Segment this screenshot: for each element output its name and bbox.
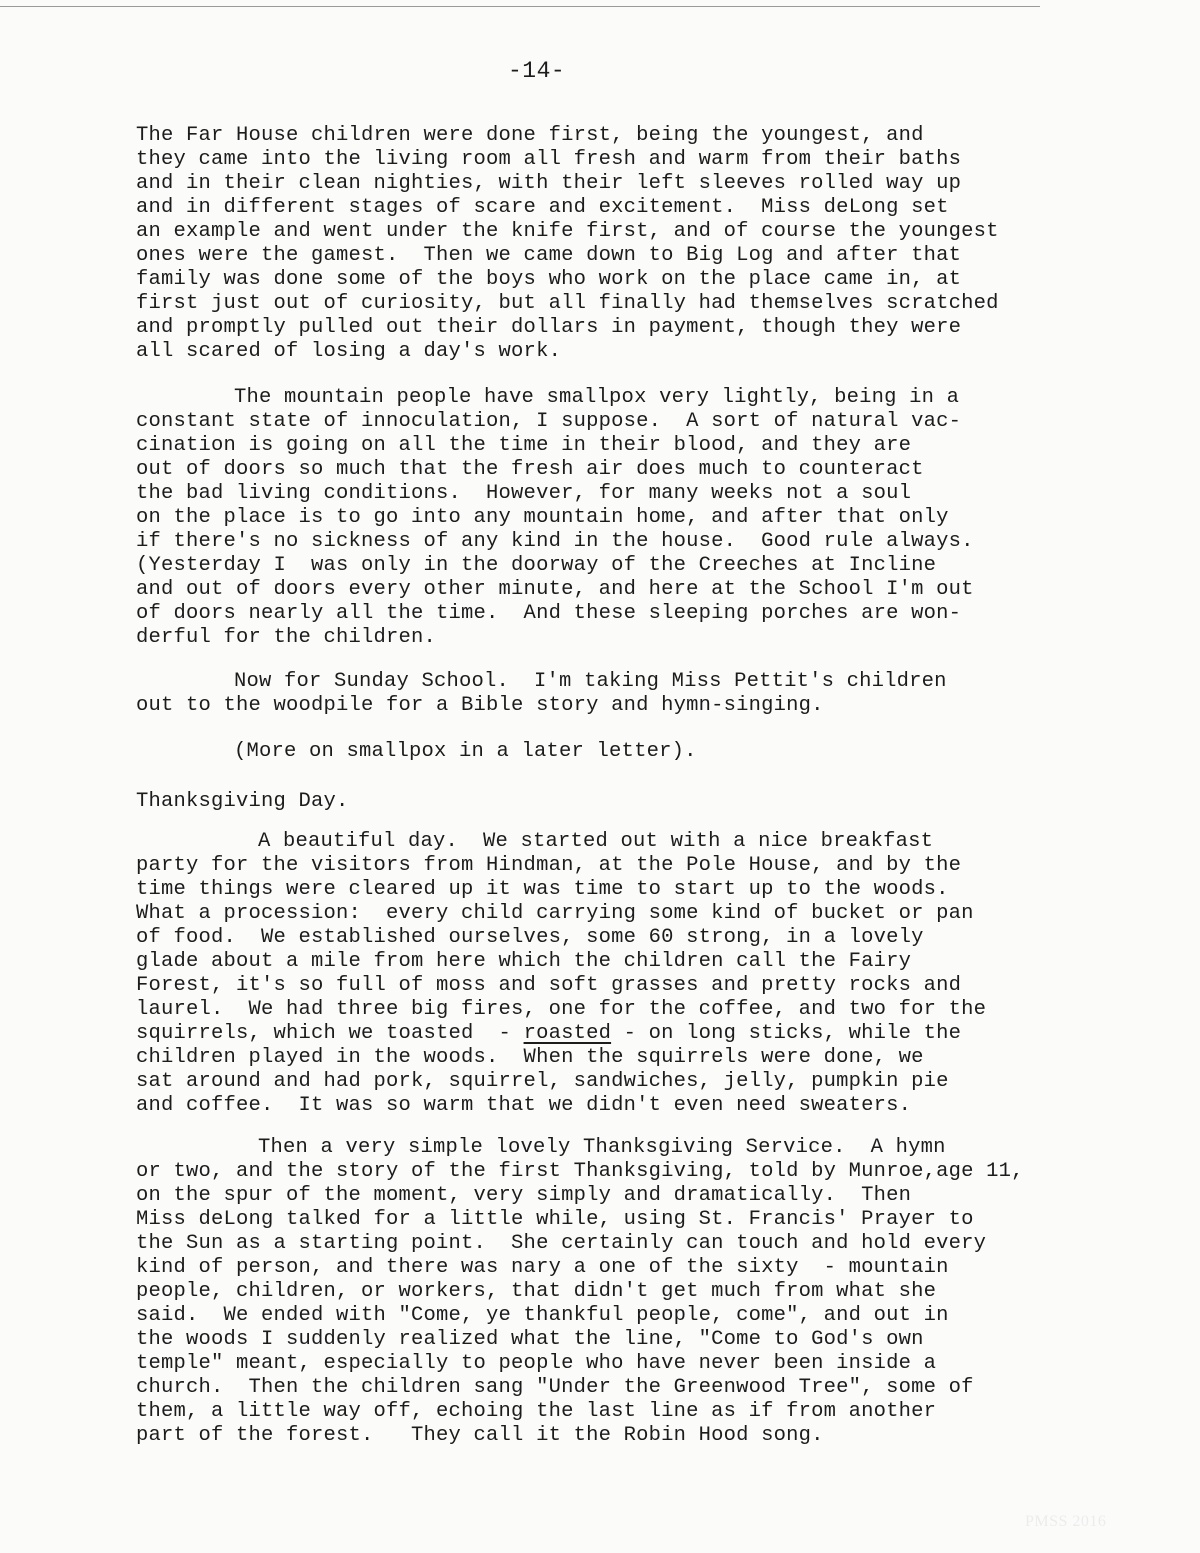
text-line: they came into the living room all fresh and warm from their baths [136,148,962,171]
text-line: The mountain people have smallpox very lightly, being in a [234,386,960,409]
text-line: cination is going on all the time in their blood, and they are [136,434,912,457]
text-line: of doors nearly all the time. And these sleeping porches are won- [136,602,962,625]
text-line: constant state of innoculation, I suppose. A sort of natural vac- [136,410,962,433]
text-line: and in different stages of scare and excitement. Miss deLong set [136,196,949,219]
text-line: ones were the gamest. Then we came down to Big Log and after that [136,244,962,267]
text-line: part of the forest. They call it the Robin Hood song. [136,1424,824,1447]
text-line: time things were cleared up it was time to start up to the woods. [136,878,949,901]
text-line: all scared of losing a day's work. [136,340,562,363]
text-line: and out of doors every other minute, and here at the School I'm out [136,578,974,601]
text-line: Miss deLong talked for a little while, using St. Francis' Prayer to [136,1208,974,1231]
underlined-word: roasted [523,1022,612,1045]
text-line: and promptly pulled out their dollars in payment, though they were [136,316,962,339]
text-line: sat around and had pork, squirrel, sandwiches, jelly, pumpkin pie [136,1070,949,1093]
text-line: out to the woodpile for a Bible story and hymn-singing. [136,694,824,717]
text-line: the woods I suddenly realized what the line, "Come to God's own [136,1328,924,1351]
text-line: Forest, it's so full of moss and soft grasses and pretty rocks and [136,974,962,997]
text-line: the bad living conditions. However, for many weeks not a soul [136,482,912,505]
text-line: derful for the children. [136,626,437,649]
top-rule [0,6,1040,7]
text-line: an example and went under the knife first, and of course the youngest [136,220,999,243]
text-line: family was done some of the boys who work on the place came in, at [136,268,962,291]
archive-watermark: PMSS 2016 [1025,1513,1107,1530]
text-line: A beautiful day. We started out with a nice breakfast [258,830,934,853]
text-line: said. We ended with "Come, ye thankful people, come", and out in [136,1304,949,1327]
text-line: and coffee. It was so warm that we didn't even need sweaters. [136,1094,912,1117]
text-line: them, a little way off, echoing the last line as if from another [136,1400,937,1423]
text-line: children played in the woods. When the squirrels were done, we [136,1046,924,1069]
text-line: What a procession: every child carrying some kind of bucket or pan [136,902,974,925]
text-line: glade about a mile from here which the children call the Fairy [136,950,912,973]
text-line: on the spur of the moment, very simply and dramatically. Then [136,1184,912,1207]
text-line: (More on smallpox in a later letter). [234,740,697,763]
text-line: laurel. We had three big fires, one for the coffee, and two for the [136,998,987,1021]
page-number: -14- [508,58,566,84]
text-line: if there's no sickness of any kind in the house. Good rule always. [136,530,974,553]
text-line: out of doors so much that the fresh air does much to counteract [136,458,924,481]
section-heading: Thanksgiving Day. [136,790,349,813]
text-line: kind of person, and there was nary a one of the sixty - mountain [136,1256,949,1279]
text-line: (Yesterday I was only in the doorway of the Creeches at Incline [136,554,937,577]
text-line: the Sun as a starting point. She certainly can touch and hold every [136,1232,987,1255]
text-line: and in their clean nighties, with their left sleeves rolled way up [136,172,962,195]
text-line: The Far House children were done first, being the youngest, and [136,124,924,147]
text-line: Now for Sunday School. I'm taking Miss Pettit's children [234,670,947,693]
text-line: people, children, or workers, that didn't get much from what she [136,1280,937,1303]
text-line: church. Then the children sang "Under the Greenwood Tree", some of [136,1376,974,1399]
text-line: of food. We established ourselves, some 60 strong, in a lovely [136,926,924,949]
text-segment: squirrels, which we toasted - [136,1022,524,1045]
text-line: on the place is to go into any mountain home, and after that only [136,506,949,529]
text-line [136,1022,961,1046]
text-line: or two, and the story of the first Thanksgiving, told by Munroe,age 11, [136,1160,1024,1183]
text-line: temple" meant, especially to people who have never been inside a [136,1352,937,1375]
text-segment: - on long sticks, while the [611,1022,962,1045]
text-line: Then a very simple lovely Thanksgiving Service. A hymn [258,1136,946,1159]
text-line: first just out of curiosity, but all finally had themselves scratched [136,292,999,315]
text-line: party for the visitors from Hindman, at the Pole House, and by the [136,854,962,877]
